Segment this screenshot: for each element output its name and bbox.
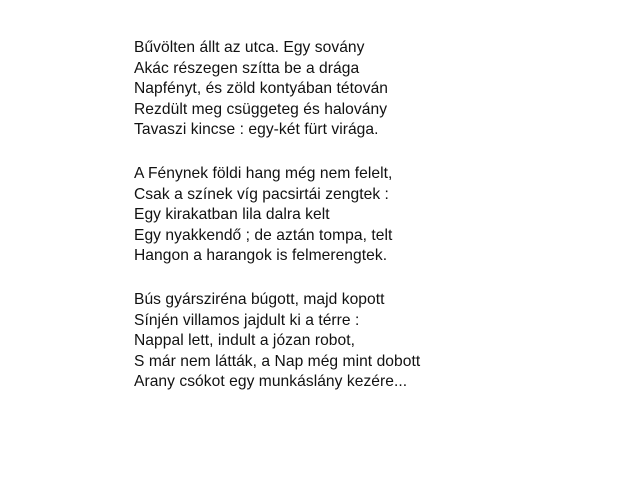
stanza-1 — [134, 38, 614, 141]
poem-line: Hangon a harangok is felmerengtek. — [134, 247, 388, 265]
poem-line: Egy nyakkendő ; de aztán tompa, telt — [134, 226, 393, 244]
poem-line: Csak a színek víg pacsirtái zengtek : — [134, 185, 389, 203]
poem-line: Bús gyársziréna búgott, majd kopott — [134, 290, 385, 308]
stanza-2 — [134, 164, 614, 267]
poem-text — [134, 38, 614, 416]
poem-line: Akác részegen szítta be a drága — [134, 59, 360, 77]
poem-line: Napfényt, és zöld kontyában tétován — [134, 80, 389, 98]
poem-line: Tavaszi kincse : egy-két fürt virága. — [134, 121, 379, 139]
poem-line: Nappal lett, indult a józan robot, — [134, 332, 356, 350]
poem-line: Rezdült meg csüggeteg és halovány — [134, 100, 388, 118]
poem-line: Sínjén villamos jajdult ki a térre : — [134, 311, 360, 329]
poem-line: Egy kirakatban lila dalra kelt — [134, 206, 330, 224]
poem-line: A Fénynek földi hang még nem felelt, — [134, 164, 393, 182]
poem-line: S már nem látták, a Nap még mint dobott — [134, 352, 421, 370]
poem-line: Bűvölten állt az utca. Egy sovány — [134, 39, 365, 56]
stanza-3 — [134, 290, 614, 393]
poem-line: Arany csókot egy munkáslány kezére... — [134, 373, 408, 391]
